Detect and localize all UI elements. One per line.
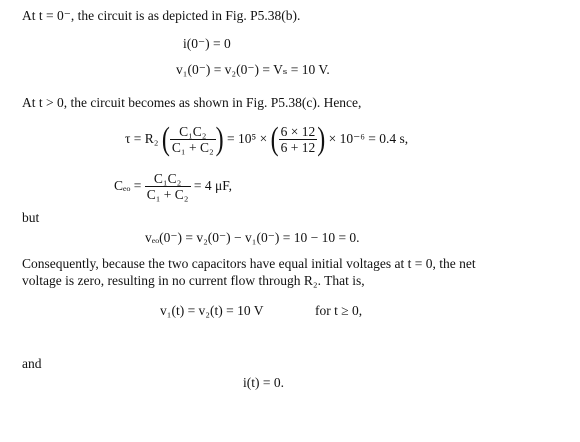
right-paren: ) [215, 122, 224, 158]
equation-v-of-t-condition: for t ≥ 0, [315, 303, 363, 318]
consequently-line-2: voltage is zero, resulting in no current flow through R₂. That is, [22, 273, 365, 288]
tau-frac2-denominator: 6 + 12 [280, 140, 316, 156]
equation-veq: vₑₒ(0⁻) = v₂(0⁻) − v₁(0⁻) = 10 − 10 = 0. [145, 230, 360, 245]
equation-v-zero-minus: v₁(0⁻) = v₂(0⁻) = Vₛ = 10 V. [176, 62, 330, 77]
tau-frac1-denominator: C₁ + C₂ [171, 140, 214, 156]
ceq-fraction [145, 171, 191, 202]
tau-fraction-capacitance [170, 124, 216, 155]
tau-fraction-numeric [279, 124, 318, 155]
equation-i-of-t: i(t) = 0. [243, 375, 284, 390]
left-paren: ( [161, 122, 170, 158]
consequently-line-1: Consequently, because the two capacitors have equal initial voltages at t = 0, the net [22, 256, 476, 271]
tau-mid: = 10⁵ × [227, 131, 268, 146]
ceq-rhs: = 4 μF, [193, 178, 233, 193]
equation-i-zero-minus: i(0⁻) = 0 [183, 36, 231, 51]
tau-lhs: τ = R₂ [125, 131, 159, 146]
tau-rhs: × 10⁻⁶ = 0.4 s, [328, 131, 409, 146]
ceq-numerator: C₁C₂ [145, 171, 191, 187]
tau-frac1-numerator: C₁C₂ [170, 124, 216, 140]
equation-tau [125, 121, 408, 158]
equation-v-of-t: v₁(t) = v₂(t) = 10 V [160, 303, 264, 318]
right-paren: ) [317, 122, 326, 158]
t-greater-zero-text: At t > 0, the circuit becomes as shown in Fig. P5.38(c). Hence, [22, 95, 362, 110]
intro-text: At t = 0⁻, the circuit is as depicted in Fig. P5.38(b). [22, 8, 301, 23]
ceq-lhs: Cₑₒ = [114, 178, 142, 193]
tau-frac2-numerator: 6 × 12 [280, 124, 316, 140]
but-text: but [22, 210, 40, 225]
and-text: and [22, 356, 42, 371]
left-paren: ( [270, 122, 279, 158]
equation-ceq [114, 168, 232, 204]
ceq-denominator: C₁ + C₂ [146, 187, 189, 203]
